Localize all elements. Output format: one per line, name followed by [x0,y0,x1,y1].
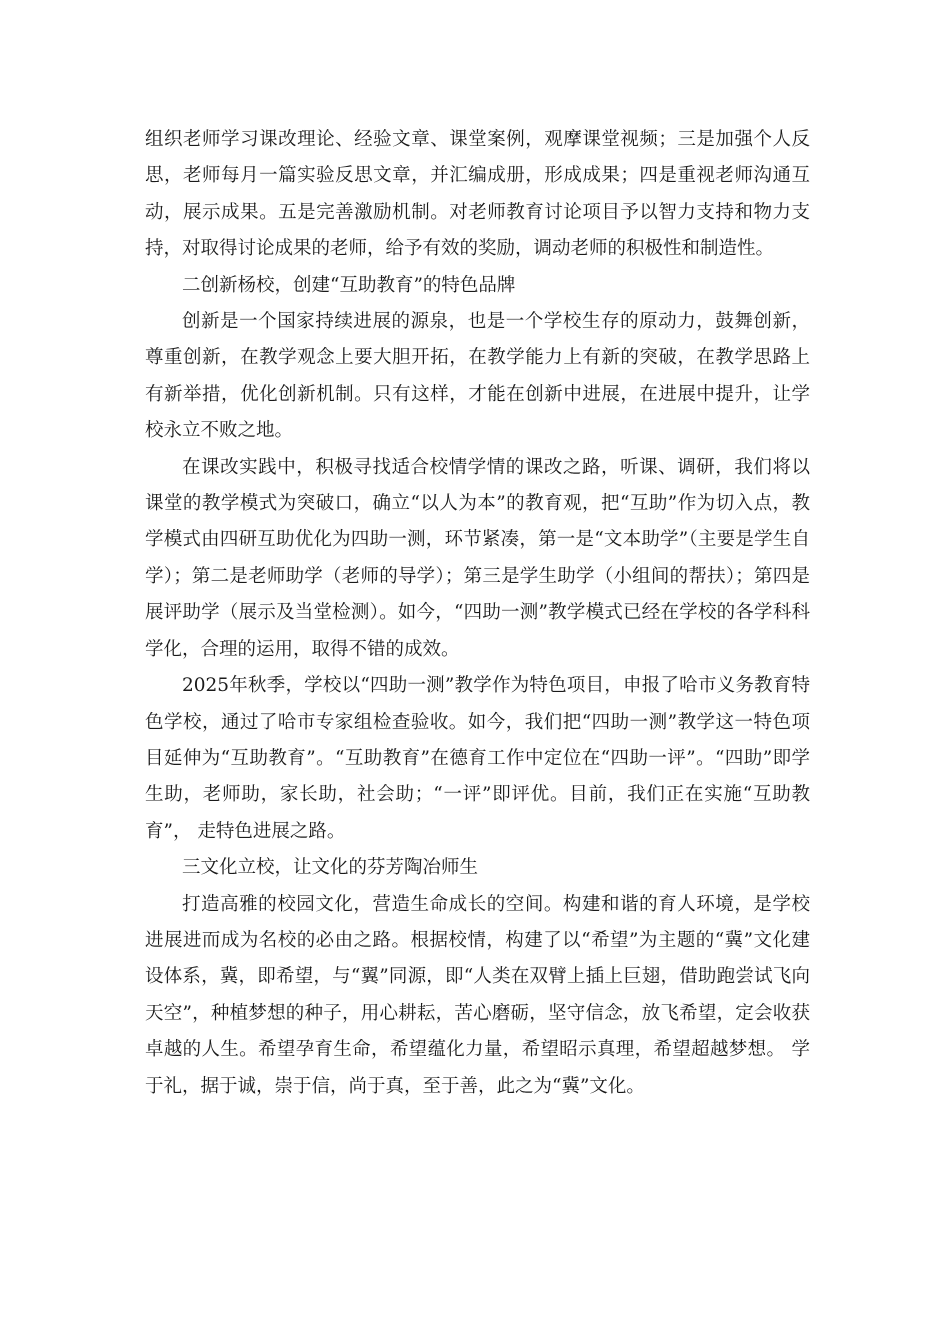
document-body [145,122,810,1105]
section-heading-innovation: 二创新杨校，创建“互助教育”的特色品牌 [182,274,516,296]
paragraph-curriculum-reform: 在课改实践中，积极寻找适合校情学情的课改之路，听课、调研，我们将以课堂的教学模式为突破口，确立“以人为本”的教育观，把“互助”作为切入点，教学模式由四研互助优化为四助一测，环节紧凑，第一是“文本助学”（主要是学生自学）；第二是老师助学（老师的导学）；第三是学生助学（小组间的帮扶）；第四是展评助学（展示及当堂检测）。如今，“四助一测”教学模式已经在学校的各学科科学化，合理的运用，取得不错的成效。 [145,456,810,660]
paragraph-innovation: 创新是一个国家持续进展的源泉，也是一个学校生存的原动力，鼓舞创新，尊重创新，在教学观念上要大胆开拓，在教学能力上有新的突破，在教学思路上有新举措，优化创新机制。只有这样，才能在创新中进展，在进展中提升，让学校永立不败之地。 [145,311,810,442]
paragraph-culture: 打造高雅的校园文化，营造生命成长的空间。构建和谐的育人环境，是学校进展进而成为名校的必由之路。根据校情，构建了以“希望”为主题的“冀”文化建设体系，冀，即希望，与“翼”同源，即“人类在双臂上插上巨翅，借助跑尝试飞向天空”，种植梦想的种子，用心耕耘，苦心磨砺，坚守信念，放飞希望，定会收获卓越的人生。希望孕育生命，希望蕴化力量，希望昭示真理，希望超越梦想。 学于礼，据于诚，崇于信，尚于真，至于善，此之为“冀”文化。 [145,893,810,1097]
paragraph-special-project: 2025年秋季，学校以“四助一测”教学作为特色项目，申报了哈市义务教育特色学校，通过了哈市专家组检查验收。如今，我们把“四助一测”教学这一特色项目延伸为“互助教育”。“互助教育”在德育工作中定位在“四助一评”。“四助”即学生助，老师助，家长助，社会助；“一评”即评优。目前，我们正在实施“互助教育”， 走特色进展之路。 [145,675,810,842]
section-heading-culture: 三文化立校，让文化的芬芳陶冶师生 [182,857,479,879]
paragraph-continuation: 组织老师学习课改理论、经验文章、课堂案例，观摩课堂视频；三是加强个人反思，老师每月一篇实验反思文章，并汇编成册，形成成果；四是重视老师沟通互动，展示成果。五是完善激励机制。对老师教育讨论项目予以智力支持和物力支持，对取得讨论成果的老师，给予有效的奖励，调动老师的积极性和制造性。 [145,129,810,260]
